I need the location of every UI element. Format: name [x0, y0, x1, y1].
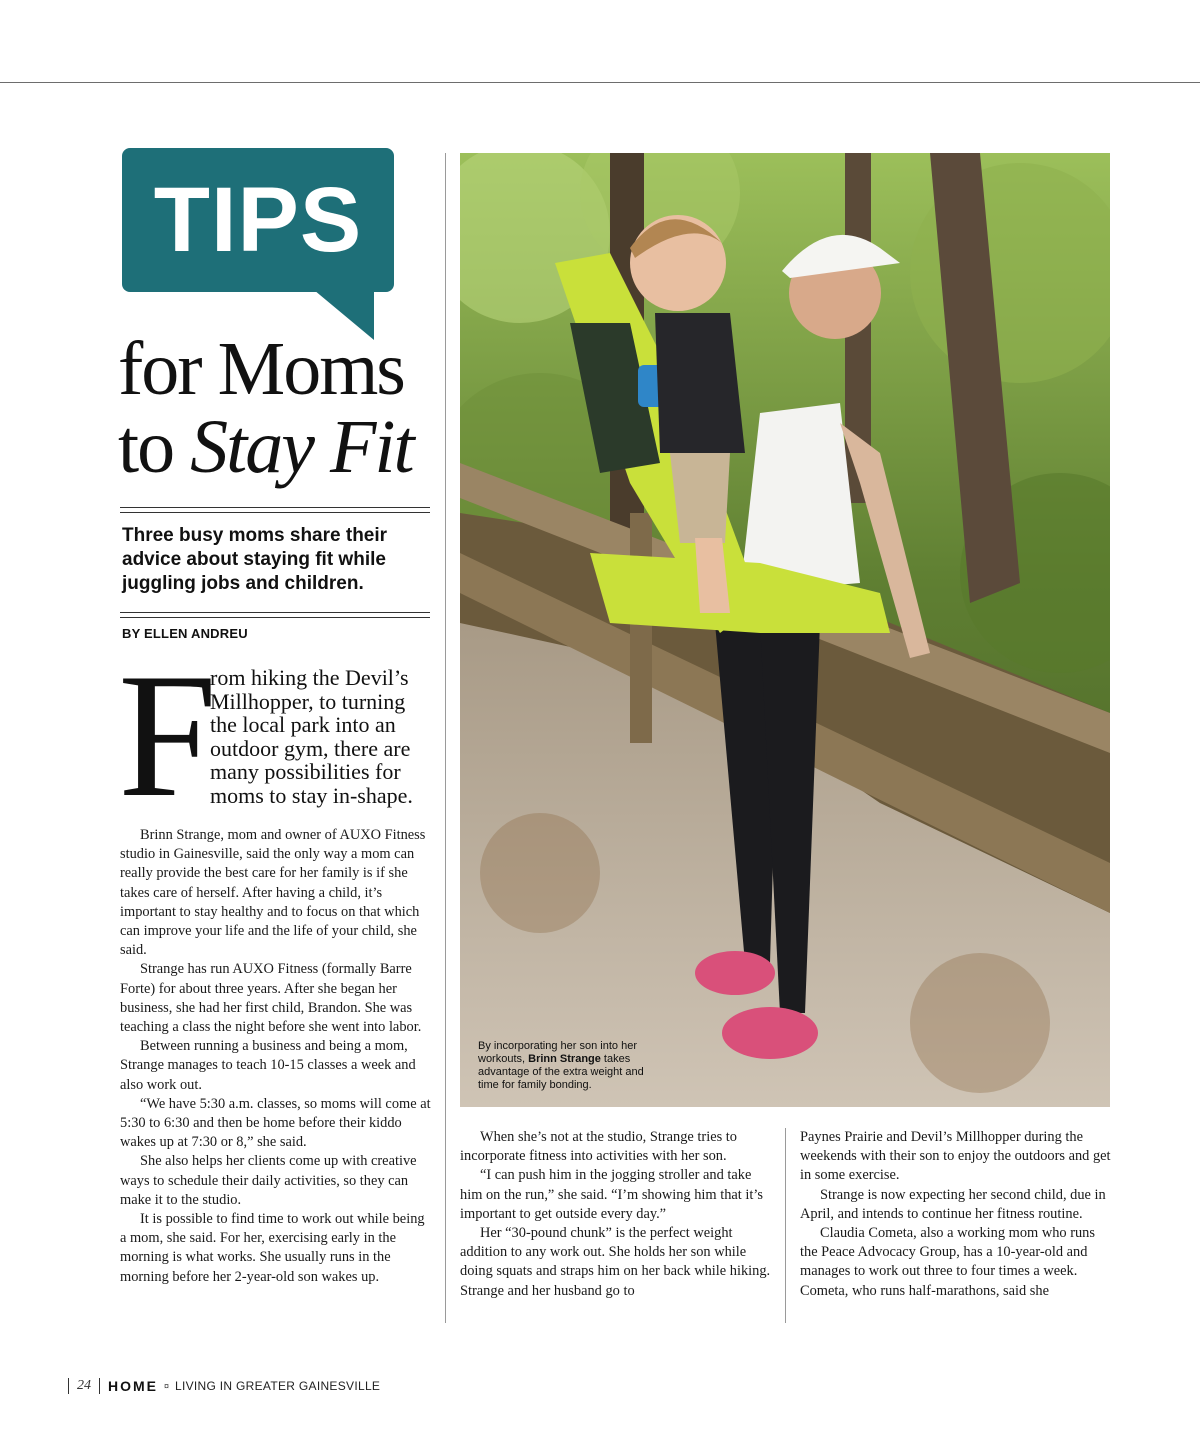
title-line-1: for Moms [118, 327, 404, 411]
column-1 [120, 826, 432, 1287]
tips-label: TIPS [153, 169, 363, 271]
article-deck: Three busy moms share their advice about staying fit while juggling jobs and children. [122, 525, 388, 594]
col3-paragraph: Strange is now expecting her second child, due in April, and intends to continue her fitness routine. [800, 1186, 1106, 1222]
magazine-tagline: LIVING IN GREATER GAINESVILLE [175, 1379, 381, 1393]
col1-paragraph: It is possible to find time to work out while being a mom, she said. For her, exercising early in the morning is what works. She usually runs in the morning before her 2-year-old son wakes up. [120, 1211, 425, 1285]
caption-text-before: By incorporating her son into her workouts, [478, 1040, 637, 1065]
title-line-2-plain: to [118, 405, 191, 489]
byline: BY ELLEN ANDREU [122, 626, 248, 641]
footer-bar [68, 1378, 69, 1394]
col1-paragraph: She also helps her clients come up with creative ways to schedule their daily activities, so they can make it to the studio. [120, 1153, 417, 1208]
col1-paragraph: Brinn Strange, mom and owner of AUXO Fitness studio in Gainesville, said the only way a mom can really provide the best care for her family is if she takes care of herself. After having a child, it’s important to stay healthy and to focus on that which can improve your life and the life of your child, she said. [120, 827, 426, 959]
footer-separator: ¤ [164, 1381, 170, 1391]
col1-paragraph: Between running a business and being a mom, Strange manages to teach 10-15 classes a week and also work out. [120, 1038, 416, 1093]
footer-bar [99, 1378, 100, 1394]
page-footer [60, 1376, 380, 1396]
deck-divider [120, 612, 430, 618]
tips-speech-bubble [122, 148, 394, 292]
col3-paragraph: Claudia Cometa, also a working mom who runs the Peace Advocacy Group, has a 10-year-old and manages to work out three to four times a week. Cometa, who runs half-marathons, said she [800, 1225, 1095, 1299]
title-line-2-italic: Stay Fit [190, 405, 413, 489]
title-line-2 [118, 405, 438, 489]
magazine-name: HOME [108, 1378, 158, 1394]
col3-paragraph: Paynes Prairie and Devil’s Millhopper during the weekends with their son to enjoy the outdoors and get in some exercise. [800, 1129, 1111, 1184]
top-rule [0, 82, 1200, 83]
col2-paragraph: Her “30-pound chunk” is the perfect weight addition to any work out. She holds her son while doing squats and straps him on her back while hiking. Strange and her husband go to [460, 1225, 771, 1299]
col1-paragraph: “We have 5:30 a.m. classes, so moms will come at 5:30 to 6:30 and then be home before their kiddo wakes up at 7:30 or 8,” she said. [120, 1095, 431, 1151]
photo-illustration [460, 153, 1110, 1107]
page-number: 24 [77, 1378, 91, 1393]
column-2 [460, 1128, 772, 1301]
column-divider-2 [785, 1128, 786, 1323]
caption-text-after: takes advantage of the extra weight and time for family bonding. [478, 1053, 644, 1091]
col1-paragraph: Strange has run AUXO Fitness (formally Barre Forte) for about three years. After she began her business, she had her first child, Brandon. She was teaching a class the night before she went into labor. [120, 961, 422, 1036]
col2-paragraph: When she’s not at the studio, Strange tries to incorporate fitness into activities with her son. [460, 1129, 737, 1165]
col2-paragraph: “I can push him in the jogging stroller and take him on the run,” she said. “I’m showing him that it’s important to get outside every day.” [460, 1167, 763, 1222]
caption-name: Brinn Strange [528, 1053, 601, 1065]
column-divider-1 [445, 153, 446, 1323]
article-photo [460, 153, 1110, 1107]
photo-caption [478, 1040, 658, 1092]
drop-cap: F [118, 636, 217, 834]
lede-paragraph: rom hiking the Devil’s Millhopper, to turning the local park into an outdoor gym, there are many possibilities for moms to stay in-shape. [210, 665, 413, 808]
title-divider [120, 507, 430, 513]
column-3 [800, 1128, 1112, 1301]
article-title [118, 327, 438, 489]
